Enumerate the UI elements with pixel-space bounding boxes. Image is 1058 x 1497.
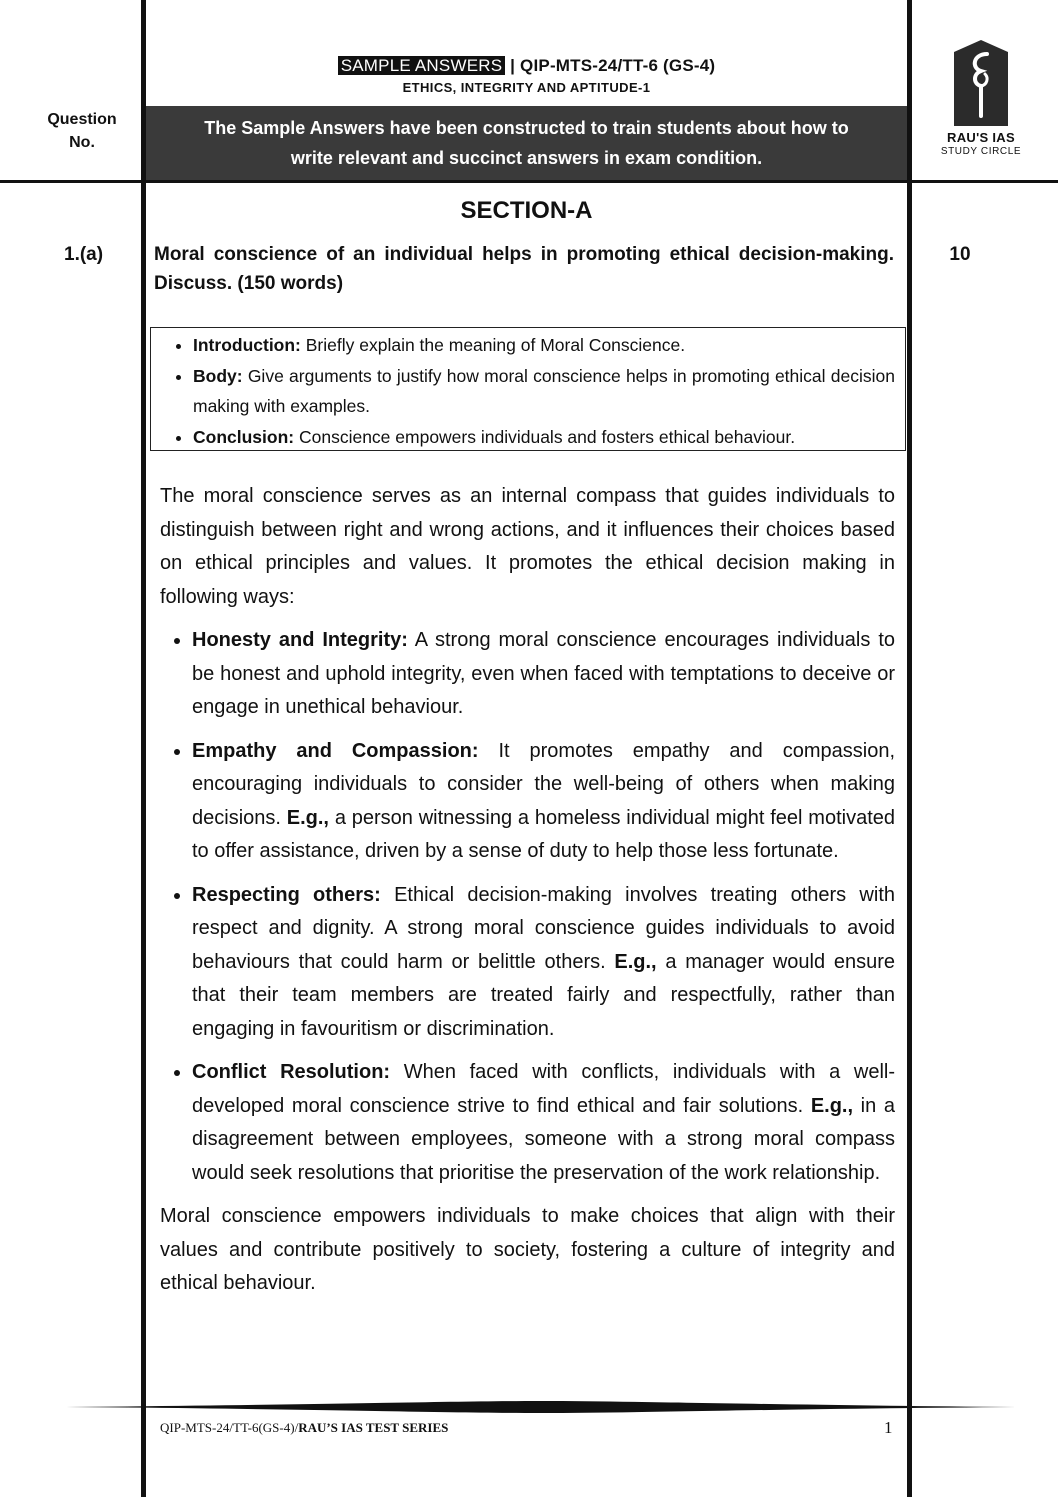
footer-divider	[66, 1400, 1016, 1414]
footer-test-code: QIP-MTS-24/TT-6(GS-4)/	[160, 1420, 299, 1435]
answer-introduction: The moral conscience serves as an internal compass that guides individuals to distinguish between right and wrong actions, and it influences their choices based on ethical principles and values. It promotes the ethical decision making in following ways:	[160, 485, 895, 608]
point-respecting-others	[192, 879, 895, 1047]
question-number: 1.(a)	[64, 244, 104, 265]
logo-tagline: STUDY CIRCLE	[940, 146, 1022, 157]
page-number: 1	[884, 1418, 893, 1437]
answer-outline-box	[150, 327, 906, 451]
outline-item-introduction	[193, 330, 895, 361]
point-text: Ethical decision-making involves treating others with respect and dignity. A strong moral conscience guides individuals to avoid behaviours that could harm or belittle others.	[192, 883, 895, 973]
header-title	[146, 56, 907, 76]
column-heading-line-1: Question	[47, 111, 117, 128]
point-text: When faced with conflicts, individuals with a well-developed moral conscience strive to find ethical and fair solutions.	[192, 1061, 895, 1117]
footer-series-name: RAU’S IAS TEST SERIES	[298, 1420, 449, 1435]
point-empathy-compassion	[192, 735, 895, 869]
sample-answers-label: SAMPLE ANSWERS	[338, 56, 506, 75]
point-label: Empathy and Compassion:	[192, 739, 479, 762]
point-example-text: a person witnessing a homeless individual might feel motivated to offer assistance, driven by a sense of duty to help those less fortunate.	[192, 806, 895, 862]
question-text: Moral conscience of an individual helps in promoting ethical decision-making. Discuss. (150 words)	[154, 244, 894, 294]
test-code: | QIP-MTS-24/TT-6 (GS-4)	[505, 56, 716, 75]
footer-code	[160, 1420, 448, 1436]
raus-ias-logo	[921, 38, 1041, 157]
point-honesty-integrity	[192, 624, 895, 725]
outline-item-body	[193, 361, 895, 422]
logo-name: RAU'S IAS	[947, 130, 1015, 145]
column-heading-line-2: No.	[69, 134, 95, 151]
point-text: A strong moral conscience encourages individuals to be honest and uphold integrity, even when faced with temptations to deceive or engage in unethical behaviour.	[192, 629, 895, 718]
paper-subtitle: ETHICS, INTEGRITY AND APTITUDE-1	[402, 80, 651, 95]
outline-item-conclusion	[193, 422, 895, 453]
instruction-banner	[146, 106, 907, 180]
point-label: Respecting others:	[192, 883, 381, 906]
answer-points	[160, 624, 895, 1190]
point-example-text: a manager would ensure that their team members are treated fairly and respectfully, rather than engaging in favouritism or discrimination.	[192, 950, 895, 1040]
banner-line-1: The Sample Answers have been constructed to train students about how to	[204, 118, 849, 138]
example-marker: E.g.,	[614, 950, 657, 973]
outline-label: Introduction:	[193, 335, 301, 355]
right-margin-rule	[907, 0, 912, 1497]
outline-text: Briefly explain the meaning of Moral Conscience.	[300, 335, 686, 355]
point-text: It promotes empathy and compassion, encouraging individuals to consider the well-being of others when making decisions.	[192, 739, 895, 829]
answer-body	[160, 480, 895, 1311]
point-example-text: in a disagreement between employees, someone with a strong moral compass would seek resolutions that prioritise the preservation of the work relationship.	[192, 1094, 895, 1184]
example-marker: E.g.,	[810, 1094, 854, 1117]
point-label: Honesty and Integrity:	[192, 629, 408, 651]
outline-text: Give arguments to justify how moral conscience helps in promoting ethical decision making with examples.	[193, 365, 895, 416]
point-conflict-resolution	[192, 1056, 895, 1190]
outline-label: Body:	[193, 365, 243, 386]
question-marks: 10	[949, 244, 971, 265]
document-header	[146, 56, 907, 95]
section-title: SECTION-A	[460, 197, 593, 224]
example-marker: E.g.,	[286, 806, 329, 829]
outline-text: Conscience empowers individuals and fosters ethical behaviour.	[294, 426, 796, 447]
outline-label: Conclusion:	[193, 426, 295, 447]
outline-list	[161, 330, 895, 452]
header-divider	[0, 180, 1058, 183]
answer-conclusion: Moral conscience empowers individuals to make choices that align with their values and contribute positively to society, fostering a culture of integrity and ethical behaviour.	[160, 1205, 895, 1294]
question-number-column-heading	[18, 108, 146, 154]
point-label: Conflict Resolution:	[192, 1061, 391, 1083]
logo-emblem-icon	[951, 38, 1011, 128]
banner-line-2: write relevant and succinct answers in exam condition.	[290, 148, 763, 168]
